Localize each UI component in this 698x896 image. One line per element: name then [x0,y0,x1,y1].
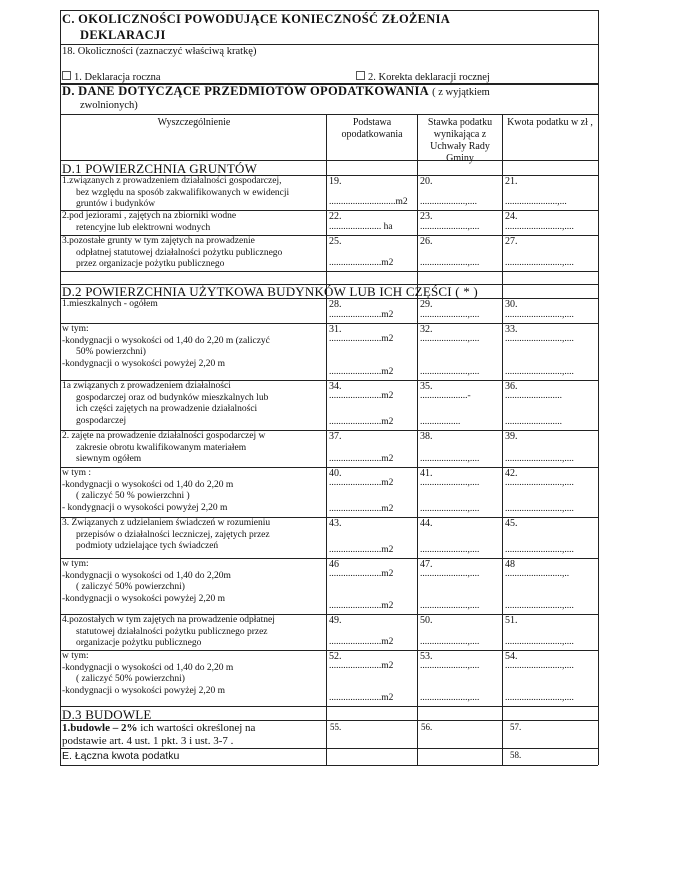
field-number: 37. [329,431,342,442]
field-number: 30. [505,299,518,310]
rule-line [502,114,503,765]
checkbox-icon[interactable] [356,71,365,80]
value-input-field[interactable]: ........................,.... [505,637,574,647]
field-number: 46 [329,559,339,570]
section-c-title-line2: DEKLARACJI [80,28,166,42]
d2-title: D.2 POWIERZCHNIA UŻYTKOWA BUDYNKÓW LUB ICH CZĘŚCI ( * ) [62,284,478,299]
value-input-field[interactable]: ......................m2 [329,569,394,579]
d2-desc-line: zakresie obrotu kwalifikowanym materiałem [76,442,247,453]
field-number: 44. [420,518,433,529]
value-input-field[interactable]: ....................,.... [420,545,480,555]
value-input-field[interactable]: ........................,.... [505,258,574,268]
rule-line [60,765,598,766]
value-input-field[interactable]: ......................m2 [329,478,394,488]
value-input-field[interactable]: ...................,.... [420,197,477,207]
field-number: 51. [505,615,518,626]
value-input-field[interactable]: ........................,.... [505,693,574,703]
d1-desc-line: 1.związanych z prowadzeniem działalności gospodarczej, [62,176,282,186]
d2-desc-line: ( zaliczyć 50% powierzchni) [76,674,185,684]
value-input-field[interactable]: ........................,.... [505,222,574,232]
field-number: 31. [329,324,342,335]
value-input-field[interactable]: ......................m2 [329,637,394,647]
value-input-field[interactable]: ........................ [505,417,562,427]
d1-desc-line: bez względu na sposób zakwalifikowanych w ewidencji [76,187,290,198]
field-number: 26. [420,236,433,247]
field-number: 20. [420,176,433,187]
option-annual-label: 1. Deklaracja roczna [74,72,161,83]
value-input-field[interactable]: ......................m2 [329,504,394,514]
value-input-field[interactable]: ........................,.... [505,661,574,671]
value-input-field[interactable]: ....................,.... [420,367,480,377]
field-number: 43. [329,518,342,529]
value-input-field[interactable]: ......................m2 [329,693,394,703]
rule-line [60,10,598,11]
field-57-number: 57. [510,722,522,732]
section-c-title-line1: C. OKOLICZNOŚCI POWODUJĄCE KONIECZNOŚĆ ZŁOŻENIA [62,12,451,26]
field-number: 35. [420,381,433,392]
value-input-field[interactable]: ....................,.... [420,504,480,514]
d2-desc-line: -kondygnacji o wysokości od 1,40 do 2,20m [62,570,231,581]
value-input-field[interactable]: ....................- [420,391,471,401]
value-input-field[interactable]: ....................,.... [420,310,480,320]
value-input-field[interactable]: ....................,.... [420,569,480,579]
value-input-field[interactable]: ........................,.... [505,601,574,611]
value-input-field[interactable]: ......................m2 [329,391,394,401]
d2-desc-line: przepisów o działalności leczniczej, zajętych przez [76,529,270,540]
field-number: 42. [505,468,518,479]
d2-desc-line: gospodarczej [76,415,127,426]
d2-desc-line: ( zaliczyć 50% powierzchni) [76,582,185,592]
d2-desc-line: ich części zajętych na prowadzenie działalności [76,404,258,414]
value-input-field[interactable]: ...................... ha [329,222,393,232]
value-input-field[interactable]: ........................,.. [505,569,570,579]
field-55-number: 55. [330,722,342,732]
value-input-field[interactable]: ........................ [505,391,562,401]
rule-line [60,10,61,765]
d3-structures-row: 1.budowle – 2% ich wartości określonej na podstawie art. 4 ust. 1 pkt. 3 i ust. 3-7 . [62,722,256,747]
field-58-number: 58. [510,750,522,760]
field-number: 33. [505,324,518,335]
d1-desc-line: przez organizacje pożytku publicznego [76,259,225,269]
rule-line [326,114,327,765]
value-input-field[interactable]: ....................,.... [420,454,480,464]
checkbox-icon[interactable] [62,71,71,80]
field-number: 52. [329,651,342,662]
value-input-field[interactable]: ......................m2 [329,661,394,671]
field-number: 54. [505,651,518,662]
field-number: 32. [420,324,433,335]
field-18-label: 18. Okoliczności (zaznaczyć właściwą kratkę) [62,46,257,57]
value-input-field[interactable]: ....................,.... [420,478,480,488]
section-d-title: D. DANE DOTYCZĄCE PRZEDMIOTÓW OPODATKOWANIA ( z wyjątkiem [62,84,490,98]
value-input-field[interactable]: ........................,.... [505,367,574,377]
col-header-description: Wyszczególnienie [157,117,231,128]
rule-line [417,114,418,765]
value-input-field[interactable]: ................. [420,417,461,427]
d2-desc-line: 1.mieszkalnych - ogółem [62,299,158,309]
d1-desc-line: odpłatnej statutowej działalności pożytku publicznego [76,247,283,258]
value-input-field[interactable]: ......................m2 [329,334,394,344]
section-d-title-line2: zwolnionych) [80,100,138,111]
d2-desc-line: 4.pozostałych w tym zajętych na prowadzenie odpłatnej [62,615,275,625]
field-56-number: 56. [421,722,433,732]
field-number: 21. [505,176,518,187]
value-input-field[interactable]: ........................,.... [505,545,574,555]
d1-desc-line: gruntów i budynków [76,199,156,209]
section-e-label: E. Łączna kwota podatku [62,750,180,762]
field-number: 36. [505,381,518,392]
field-number: 24. [505,211,518,222]
rule-line [60,748,598,749]
value-input-field[interactable]: ....................,.... [420,258,480,268]
d2-desc-line: gospodarczej oraz od budynków mieszkalnych lub [76,392,269,403]
value-input-field[interactable]: ........................,.... [505,478,574,488]
d2-desc-line: -kondygnacji o wysokości powyżej 2,20 m [62,593,226,604]
field-number: 49. [329,615,342,626]
d2-desc-line: ( zaliczyć 50 % powierzchni ) [76,491,190,501]
value-input-field[interactable]: ......................m2 [329,454,394,464]
value-input-field[interactable]: ........................,.... [505,334,574,344]
d2-desc-line: 2. zajęte na prowadzenie działalności gospodarczej w [62,431,266,441]
d2-desc-line: -kondygnacji o wysokości od 1,40 do 2,20 m [62,662,234,673]
d2-desc-line: - kondygnacji o wysokości powyżej 2,20 m [62,502,228,513]
rule-line [60,44,598,45]
d2-desc-line: siewnym ogółem [76,454,142,464]
rule-line [598,10,599,765]
d1-desc-line: 2.pod jeziorami , zajętych na zbiorniki wodne [62,211,237,221]
field-number: 39. [505,431,518,442]
d2-desc-line: -kondygnacji o wysokości od 1,40 do 2,20 m (zaliczyć [62,335,270,346]
field-number: 41. [420,468,433,479]
option-correction-declaration[interactable] [356,71,490,85]
value-input-field[interactable]: ....................,.... [420,661,480,671]
value-input-field[interactable]: ......................m2 [329,545,394,555]
d2-desc-line: w tym: [62,559,89,569]
d2-desc-line: podmioty udzielające tych świadczeń [76,541,219,551]
d2-desc-line: w tym : [62,468,92,478]
value-input-field[interactable]: ........................,.... [505,310,574,320]
value-input-field[interactable]: ........................,.... [505,504,574,514]
d1-desc-line: retencyjne lub elektrowni wodnych [76,222,211,233]
d2-desc-line: 50% powierzchni) [76,347,146,357]
d1-title: D.1 POWIERZCHNIA GRUNTÓW [62,161,258,176]
field-number: 29. [420,299,433,310]
col-header-tax-base: Podstawa opodatkowania [341,117,403,140]
value-input-field[interactable]: ......................m2 [329,367,394,377]
field-number: 28. [329,299,342,310]
col-header-tax-amount: Kwota podatku w zł , [507,117,593,128]
value-input-field[interactable]: ....................,.... [420,693,480,703]
field-number: 48 [505,559,515,570]
d2-desc-line: -kondygnacji o wysokości od 1,40 do 2,20 m [62,479,234,490]
d2-desc-line: w tym: [62,324,89,334]
d3-title: D.3 BUDOWLE [62,707,152,722]
field-number: 53. [420,651,433,662]
rule-line [60,271,598,272]
value-input-field[interactable]: ............................m2 [329,197,408,207]
field-number: 23. [420,211,433,222]
value-input-field[interactable]: ......................m2 [329,258,394,268]
field-number: 40. [329,468,342,479]
field-number: 25. [329,236,342,247]
value-input-field[interactable]: ........................,.... [505,454,574,464]
d2-desc-line: 3. Związanych z udzielaniem świadczeń w rozumieniu [62,518,271,528]
value-input-field[interactable]: ....................,.... [420,334,480,344]
d2-desc-line: organizacje pożytku publicznego [76,638,202,648]
d2-desc-line: 1a związanych z prowadzeniem działalności [62,381,231,391]
value-input-field[interactable]: ....................,.... [420,637,480,647]
value-input-field[interactable]: ......................m2 [329,417,394,427]
rule-line [60,114,598,115]
field-number: 38. [420,431,433,442]
field-number: 50. [420,615,433,626]
value-input-field[interactable]: ......................m2 [329,601,394,611]
value-input-field[interactable]: ....................,.... [420,601,480,611]
field-number: 47. [420,559,433,570]
field-number: 34. [329,381,342,392]
value-input-field[interactable]: ......................m2 [329,310,394,320]
value-input-field[interactable]: ......................,... [505,197,567,207]
col-header-tax-rate: Stawka podatku wynikająca z Uchwały Rady Gminy [427,117,493,164]
d2-desc-line: -kondygnacji o wysokości powyżej 2,20 m [62,358,226,369]
option-annual-declaration[interactable] [62,71,161,85]
value-input-field[interactable]: ....................,.... [420,222,480,232]
option-correction-label: 2. Korekta deklaracji rocznej [368,72,490,83]
d2-desc-line: w tym: [62,651,89,661]
field-number: 19. [329,176,342,187]
field-number: 27. [505,236,518,247]
d1-desc-line: 3.pozostałe grunty w tym zajętych na prowadzenie [62,236,255,246]
field-number: 22. [329,211,342,222]
d2-desc-line: statutowej działalności pożytku publicznego przez [76,626,268,637]
d2-desc-line: -kondygnacji o wysokości powyżej 2,20 m [62,685,226,696]
field-number: 45. [505,518,518,529]
